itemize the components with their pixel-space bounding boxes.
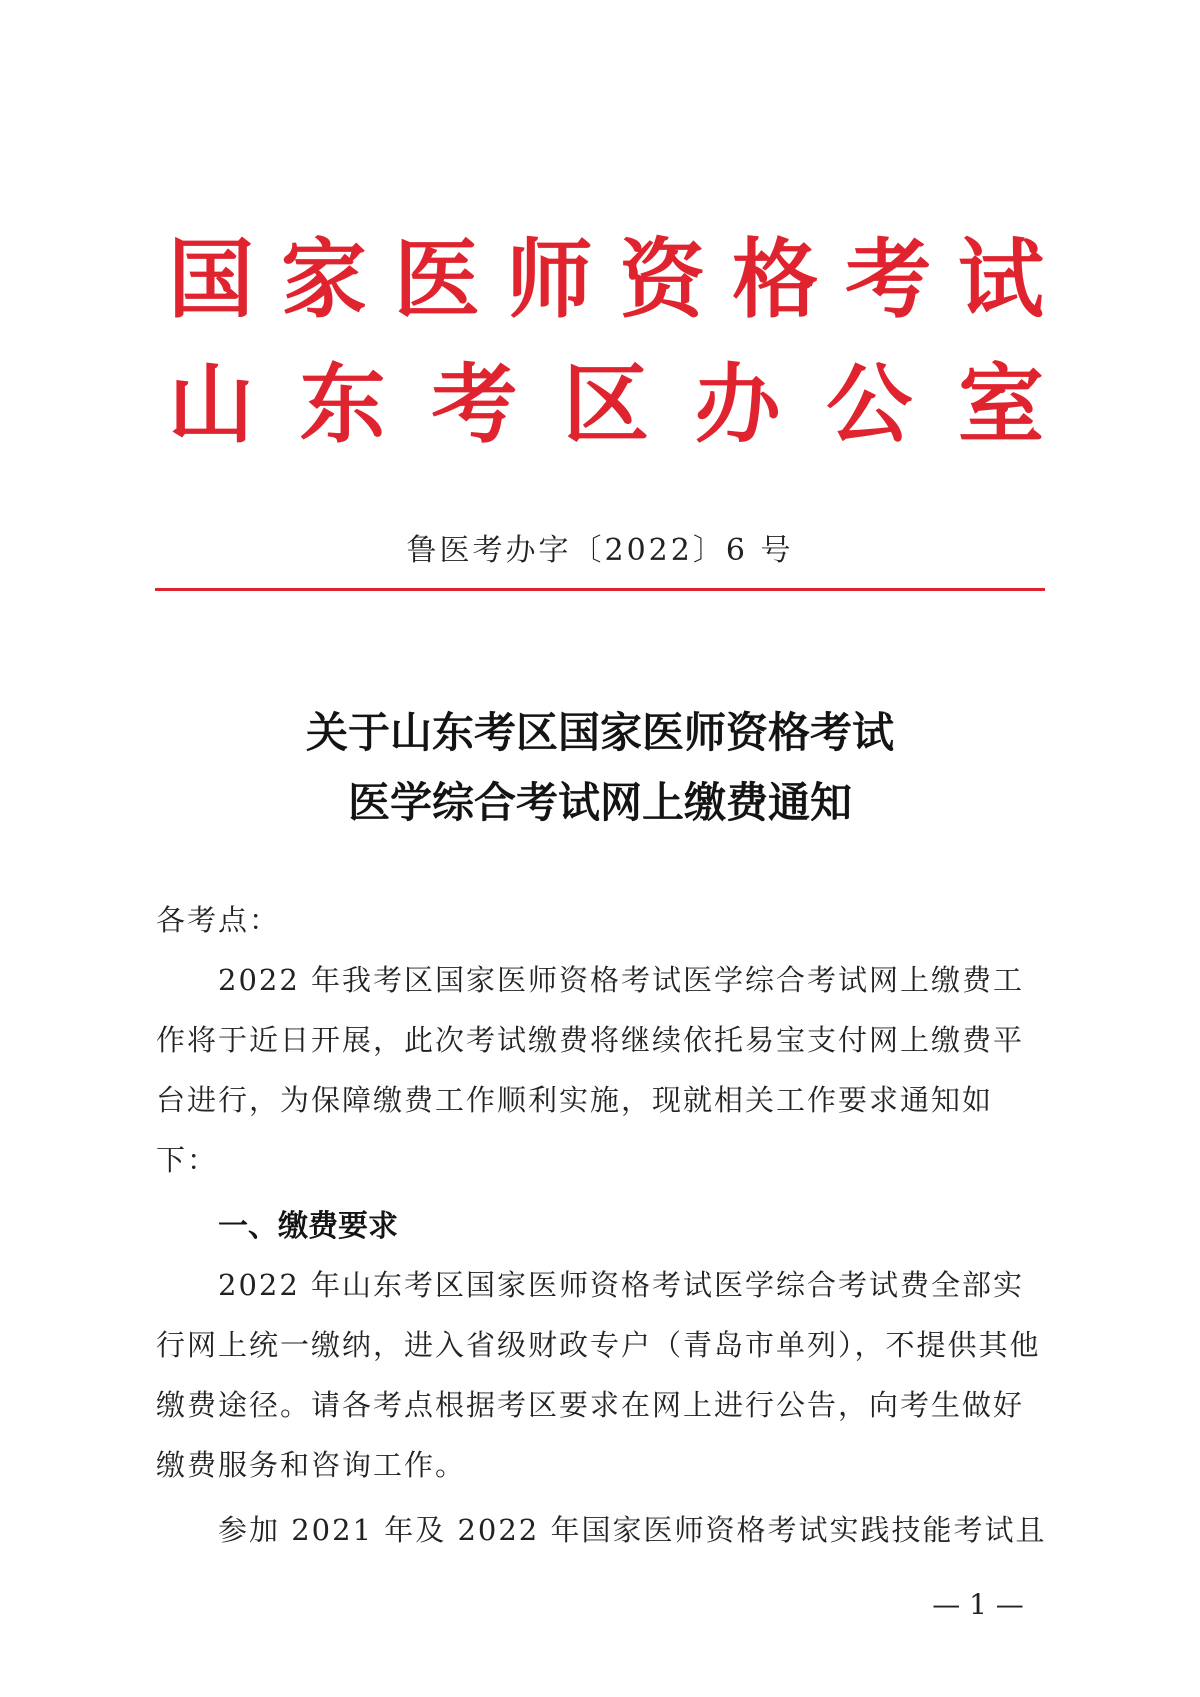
masthead-char: 公 bbox=[826, 354, 913, 455]
body-paragraph-2: 2022 年山东考区国家医师资格考试医学综合考试费全部实行网上统一缴纳，进入省级财政专户（青岛市单列），不提供其他缴费途径。请各考点根据考区要求在网上进行公告，向考生做好缴费服务和咨询工作。 bbox=[156, 1268, 1041, 1482]
body-paragraph-1: 2022 年我考区国家医师资格考试医学综合考试网上缴费工作将于近日开展，此次考试缴费将继续依托易宝支付网上缴费平台进行，为保障缴费工作顺利实施，现就相关工作要求通知如下： bbox=[156, 963, 1025, 1177]
masthead-line-1 bbox=[168, 225, 1044, 335]
section-heading-1: 一、缴费要求 bbox=[218, 1209, 398, 1244]
masthead-char: 师 bbox=[506, 229, 593, 330]
masthead-char: 室 bbox=[957, 354, 1044, 455]
masthead-char: 办 bbox=[694, 354, 781, 455]
document-number: 鲁医考办字〔2022〕6 号 bbox=[406, 533, 794, 568]
notice-title-line-2: 医学综合考试网上缴费通知 bbox=[347, 778, 852, 827]
red-divider-rule bbox=[155, 588, 1045, 591]
masthead-char: 格 bbox=[732, 229, 819, 330]
masthead-char: 考 bbox=[431, 354, 518, 455]
masthead-char: 考 bbox=[845, 229, 932, 330]
page-number: — 1 — bbox=[932, 1588, 1024, 1621]
masthead-char: 试 bbox=[957, 229, 1044, 330]
body-paragraph-3: 参加 2021 年及 2022 年国家医师资格考试实践技能考试且 bbox=[218, 1513, 1046, 1547]
salutation: 各考点： bbox=[156, 903, 281, 937]
masthead-char: 区 bbox=[562, 354, 649, 455]
masthead-char: 山 bbox=[168, 354, 254, 455]
masthead-char: 家 bbox=[280, 229, 367, 330]
masthead-char: 国 bbox=[168, 229, 254, 330]
masthead-char: 医 bbox=[393, 229, 480, 330]
notice-title-line-1: 关于山东考区国家医师资格考试 bbox=[305, 708, 894, 757]
masthead-line-2 bbox=[168, 350, 1044, 460]
masthead-char: 资 bbox=[619, 229, 706, 330]
masthead-char: 东 bbox=[299, 354, 386, 455]
